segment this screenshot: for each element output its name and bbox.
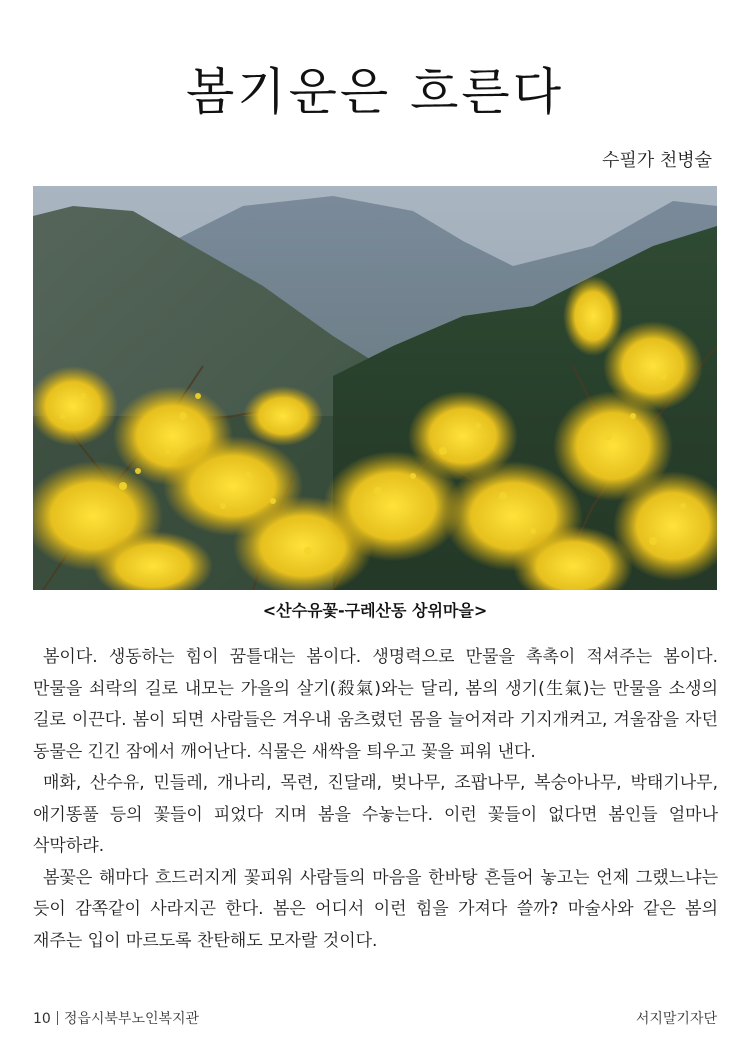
reporter-team: 서지말기자단 (635, 1011, 717, 1027)
paragraph: 봄이다. 생동하는 힘이 꿈틀대는 봄이다. 생명력으로 만물을 촉촉이 적셔주는 봄이다. 만물을 쇠락의 길로 내모는 가을의 살기(殺氣)와는 달리, 봄의 생기(生氣)는 만물을 소생의 길로 이끈다. 봄이 되면 사람들은 겨우내 움츠렸던 몸을 늘어져라 기지개켜고, 겨울잠을 자던 동물은 긴긴 잠에서 깨어난다. 식물은 새싹을 틔우고 꽃을 피워 낸다. (33, 647, 718, 762)
paragraph: 매화, 산수유, 민들레, 개나리, 목련, 진달래, 벚나무, 조팝나무, 복숭아나무, 박태기나무, 애기똥풀 등의 꽃들이 피었다 지며 봄을 수놓는다. 이런 꽃들이 없다면 봄인들 얼마나 삭막하랴. (33, 773, 718, 856)
article-title: 봄기운은 흐른다 (186, 63, 564, 121)
article-photo (33, 186, 717, 590)
landscape-image (33, 186, 717, 590)
page-number: 10 (33, 1011, 51, 1027)
paragraph: 봄꽃은 해마다 흐드러지게 꽃피워 사람들의 마음을 한바탕 흔들어 놓고는 언제 그랬느냐는 듯이 감쪽같이 사라지곤 한다. 봄은 어디서 이런 힘을 가져다 쓸까? 마술사와 같은 봄의 재주는 입이 마르도록 찬탄해도 모자랄 것이다. (33, 867, 718, 951)
footer-left (33, 1008, 199, 1028)
article-body (33, 642, 718, 957)
publisher-name: 정읍시북부노인복지관 (63, 1011, 200, 1027)
footer-divider (57, 1011, 58, 1025)
article-author: 수필가 천병술 (601, 150, 712, 171)
photo-caption: <산수유꽃-구레산동 상위마을> (262, 601, 488, 620)
page-footer (33, 1008, 717, 1028)
